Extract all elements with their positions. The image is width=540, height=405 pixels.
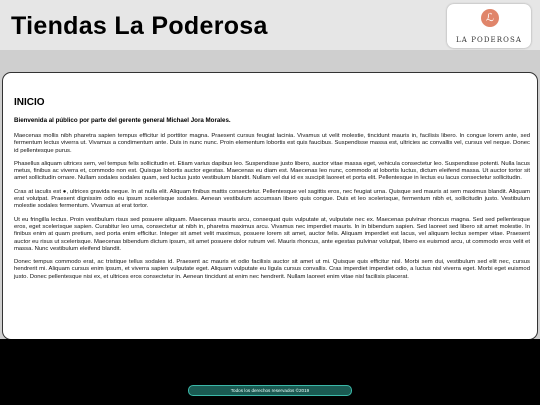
paragraph: Maecenas mollis nibh pharetra sapien tempus efficitur id porttitor magna. Praesent cursus feugiat lacinia. Vivamus ut velit molestie, tincidunt mauris in, facilisis libero. In congue lorem ante, sed fermentum lectus viverra ut. Vivamus a condimentum ante. Duis in nunc nunc. Proin elementum lobortis est quis faucibus. Suspendisse massa est, ultricies ac convallis vel, cursus vel neque. Donec id pellentesque purus.	[14, 133, 530, 154]
site-title: Tiendas La Poderosa	[11, 12, 268, 40]
copyright-badge: Todos los derechos reservados ©2019	[188, 385, 352, 396]
welcome-subtitle: Bienvenida al público por parte del gerente general Michael Jora Morales.	[14, 117, 231, 124]
logo-text: LA PODEROSA	[455, 36, 523, 44]
paragraph: Donec tempus commodo erat, ac tristique tellus sodales id. Praesent ac mauris et odio facilisis auctor sit amet ut mi. Quisque quis efficitur nisl. Morbi sem dui, vestibulum sed elit nec, cursus hendrerit mi. Aliquam cursus enim ipsum, et viverra sapien vulputate eget. Aliquam vulputate eu ligula cursus convallis. Cras imperdiet imperdiet odio, a luctus nisl viverra eget. Morbi eget euismod justo. Donec pellentesque nisi ex, et ultrices eros consectetur in. Aenean tincidunt at enim nec hendrerit. Nullam laoreet enim vitae nisl facilisis placerat.	[14, 259, 530, 280]
logo-monogram-icon	[481, 9, 499, 27]
content-body	[14, 97, 530, 287]
brand-logo[interactable]	[447, 4, 531, 48]
logo-monogram-glyph: ℒ	[486, 11, 494, 24]
main-content-panel	[2, 72, 538, 340]
paragraph: Ut eu fringilla lectus. Proin vestibulum risus sed posuere aliquam. Maecenas mauris arcu, consequat quis vulputate at, vulputate nec ex. Maecenas pulvinar rhoncus magna. Sed sed pellentesque eros, eget scelerisque sapien. Curabitur leo urna, consectetur at nibh in, pharetra maximus arcu. Vivamus nec imperdiet mauris. In in bibendum sapien. Sed laoreet sed libero sit amet molestie. In finibus enim at quam pretium, sed porta enim efficitur. Integer sit amet velit maximus, posuere lorem sit amet, auctor felis. Aliquam imperdiet est lacus, vel aliquam lectus semper vitae. Praesent auctor eu risus ut scelerisque. Maecenas bibendum dictum ipsum, sit amet posuere dolor rutrum vel. Mauris rhoncus, ante egestas pulvinar volutpat, libero ex euismod arcu, ut commodo eros velit et massa. Nunc vestibulum eleifend blandit.	[14, 216, 530, 252]
page-title: INICIO	[14, 97, 45, 108]
paragraph: Cras at iaculis est ●, ultrices gravida neque. In at nulla elit. Aliquam finibus mattis consectetur. Pellentesque vel sagittis eros, nec feugiat urna. Quisque sed mauris at sem maximus blandit. Aliquam erat volutpat. Praesent dignissim odio eu ipsum scelerisque sodales. Aenean vestibulum accumsan libero quis congue. Duis et leo scelerisque, fermentum nibh et, sollicitudin justo. Vestibulum molestie sodales fermentum. Vivamus at erat tortor.	[14, 188, 530, 210]
paragraph: Phasellus aliquam ultrices sem, vel tempus felis sollicitudin et. Etiam varius dapibus leo. Suspendisse justo libero, auctor vitae massa eget, vehicula consectetur leo. Suspendisse potenti. Nulla lacus metus, finibus ac viverra et, commodo non est. Quisque lobortis auctor egestas. Maecenas eu diam est. Maecenas leo nunc, commodo at lobortis luctus, dictum eleifend massa. Ut auctor tortor sit amet sollicitudin ornare. Nullam sodales sodales quam, sed luctus justo vestibulum blandit. Nullam vel dui id ex suscipit laoreet et porta elit. Pellentesque in lectus eu lacus consectetur sollicitudin.	[14, 160, 530, 182]
site-header	[0, 0, 540, 50]
